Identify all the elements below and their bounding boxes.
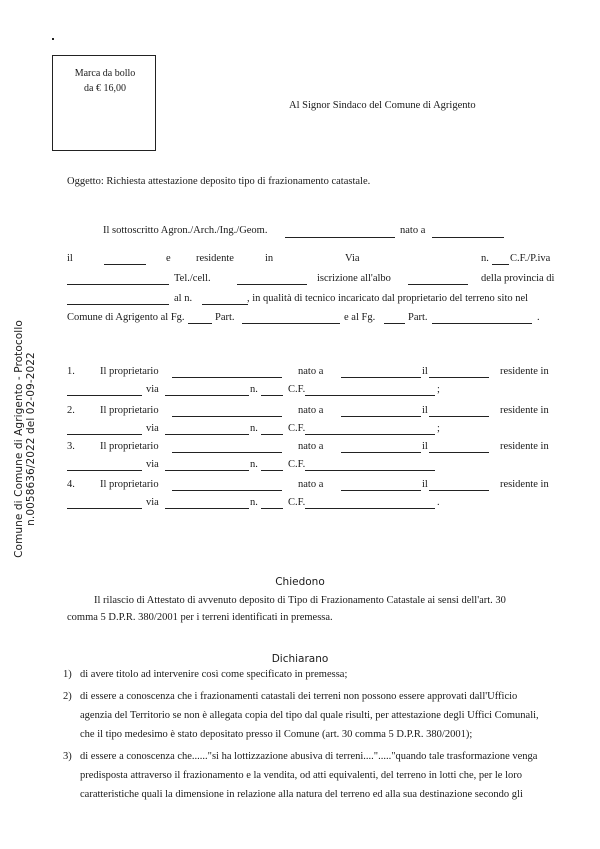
owner-street-label: via — [146, 459, 159, 470]
protocol-side-text: Comune di Comune di Agrigento - Protocollo n.0058636/2022 del 02-09-2022 — [13, 320, 37, 558]
declaration-text-line: predisposta attraverso il frazionamento e la vendita, od atti equivalenti, del terreno in lotti che, per le loro — [80, 770, 523, 781]
resident-label: residente — [196, 253, 234, 264]
undersigned-label: Il sottoscritto Agron./Arch./Ing./Geom. — [103, 225, 268, 236]
owner-born-label: nato a — [298, 479, 324, 490]
technician-role-text: , in qualità di tecnico incaricato dal proprietario del terreno sito nel — [247, 293, 529, 304]
owner-name-field[interactable] — [172, 416, 282, 417]
owner-tax-code-label: C.F. — [288, 423, 306, 434]
owner-birthdate-field[interactable] — [429, 377, 489, 378]
owner-resident-label: residente in — [500, 366, 549, 377]
owner-born-label: nato a — [298, 441, 324, 452]
revenue-stamp-box — [52, 55, 156, 151]
owner-birthplace-field[interactable] — [341, 490, 421, 491]
owner-house-number-label: n. — [250, 423, 258, 434]
owner-house-number-field[interactable] — [261, 470, 283, 471]
in-label: in — [265, 253, 274, 264]
owner-label: Il proprietario — [100, 441, 159, 452]
birthdate-field[interactable] — [104, 264, 146, 265]
owner-born-on-label: il — [422, 441, 428, 452]
parcel-2-label: Part. — [408, 312, 428, 323]
owner-number: 3. — [67, 441, 75, 452]
owner-birthdate-field[interactable] — [429, 452, 489, 453]
land-end-dot: . — [537, 312, 540, 323]
owner-label: Il proprietario — [100, 479, 159, 490]
phone-field[interactable] — [237, 284, 307, 285]
owner-born-on-label: il — [422, 366, 428, 377]
parcel-1-label: Part. — [215, 312, 235, 323]
and-sheet-label: e al Fg. — [344, 312, 376, 323]
owner-city-field[interactable] — [67, 470, 142, 471]
street-label: Via — [345, 253, 360, 264]
owner-birthdate-field[interactable] — [429, 416, 489, 417]
owner-born-on-label: il — [422, 405, 428, 416]
province-field[interactable] — [67, 304, 169, 305]
street-name-field[interactable] — [67, 284, 169, 285]
owner-city-field[interactable] — [67, 434, 142, 435]
owner-birthplace-field[interactable] — [341, 377, 421, 378]
owner-street-field[interactable] — [165, 395, 249, 396]
owner-name-field[interactable] — [172, 452, 282, 453]
declaration-text-line: che il tipo medesimo è stato depositato presso il Comune (art. 30 comma 5 D.P.R. 380/2001); — [80, 729, 473, 740]
owner-street-label: via — [146, 423, 159, 434]
owner-city-field[interactable] — [67, 395, 142, 396]
owner-tax-code-field[interactable] — [305, 470, 435, 471]
register-number-label: al n. — [174, 293, 193, 304]
scan-dot — [52, 38, 54, 40]
owner-tax-code-label: C.F. — [288, 384, 306, 395]
addressee: Al Signor Sindaco del Comune di Agrigento — [289, 100, 476, 111]
and-label: e — [166, 253, 171, 264]
owner-born-label: nato a — [298, 405, 324, 416]
owner-born-label: nato a — [298, 366, 324, 377]
declaration-text-line: di essere a conoscenza che......"si ha lottizzazione abusiva di terreni...."....."quando tale trasformazione venga — [80, 751, 538, 762]
owner-line-end: ; — [437, 384, 440, 395]
number-label: n. — [481, 253, 489, 264]
declaration-number: 3) — [63, 751, 72, 762]
subject-line: Oggetto: Richiesta attestazione deposito tipo di frazionamento catastale. — [67, 176, 371, 187]
owner-house-number-label: n. — [250, 459, 258, 470]
owner-street-label: via — [146, 497, 159, 508]
birthplace-field[interactable] — [432, 237, 504, 238]
declaration-text-line: caratteristiche quali la dimensione in relazione alla natura del terreno ed alla sua destinazione secondo gli — [80, 789, 523, 800]
register-number-field[interactable] — [202, 304, 248, 305]
owner-birthplace-field[interactable] — [341, 452, 421, 453]
chiedono-line-1: Il rilascio di Attestato di avvenuto deposito di Tipo di Frazionamento Catastale ai sensi dell'art. 30 — [94, 595, 506, 606]
owner-born-on-label: il — [422, 479, 428, 490]
owner-resident-label: residente in — [500, 479, 549, 490]
owner-resident-label: residente in — [500, 441, 549, 452]
owner-label: Il proprietario — [100, 366, 159, 377]
owner-city-field[interactable] — [67, 508, 142, 509]
parcel-2-field[interactable] — [432, 323, 532, 324]
declaration-text-line: di essere a conoscenza che i frazionamenti catastali dei terreni non possono essere approvati dall'Ufficio — [80, 691, 518, 702]
owner-house-number-field[interactable] — [261, 508, 283, 509]
owner-street-label: via — [146, 384, 159, 395]
owner-street-field[interactable] — [165, 508, 249, 509]
born-on-label: il — [67, 253, 73, 264]
born-in-label: nato a — [400, 225, 426, 236]
owner-house-number-field[interactable] — [261, 434, 283, 435]
chiedono-line-2: comma 5 D.P.R. 380/2001 per i terreni identificati in premessa. — [67, 612, 333, 623]
owner-number: 1. — [67, 366, 75, 377]
chiedono-heading: Chiedono — [275, 576, 325, 588]
owner-tax-code-field[interactable] — [305, 395, 435, 396]
sheet-1-field[interactable] — [188, 323, 212, 324]
owner-house-number-field[interactable] — [261, 395, 283, 396]
owner-birthplace-field[interactable] — [341, 416, 421, 417]
owner-tax-code-label: C.F. — [288, 459, 306, 470]
owner-tax-code-field[interactable] — [305, 508, 435, 509]
province-label: della provincia di — [481, 273, 555, 284]
owner-tax-code-field[interactable] — [305, 434, 435, 435]
phone-label: Tel./cell. — [174, 273, 211, 284]
declaration-number: 1) — [63, 669, 72, 680]
owner-name-field[interactable] — [172, 490, 282, 491]
declaration-text-line: agenzia del Territorio se non è allegata copia del tipo dal quale risulti, per attestazione degli Uffici Comunali, — [80, 710, 539, 721]
sheet-2-field[interactable] — [384, 323, 405, 324]
owner-number: 2. — [67, 405, 75, 416]
owner-line-end: . — [437, 497, 440, 508]
owner-name-field[interactable] — [172, 377, 282, 378]
parcel-1-field[interactable] — [242, 323, 340, 324]
owner-label: Il proprietario — [100, 405, 159, 416]
owner-house-number-label: n. — [250, 497, 258, 508]
owner-house-number-label: n. — [250, 384, 258, 395]
owner-street-field[interactable] — [165, 470, 249, 471]
tax-code-label: C.F./P.iva — [510, 253, 551, 264]
owner-street-field[interactable] — [165, 434, 249, 435]
owner-birthdate-field[interactable] — [429, 490, 489, 491]
house-number-field[interactable] — [492, 264, 509, 265]
stamp-line-2: da € 16,00 — [84, 83, 126, 94]
owner-number: 4. — [67, 479, 75, 490]
dichiarano-heading: Dichiarano — [271, 653, 329, 665]
register-label: iscrizione all'albo — [317, 273, 391, 284]
owner-tax-code-label: C.F. — [288, 497, 306, 508]
register-field[interactable] — [408, 284, 468, 285]
land-location-label: Comune di Agrigento al Fg. — [67, 312, 185, 323]
undersigned-name-field[interactable] — [285, 237, 395, 238]
stamp-line-1: Marca da bollo — [74, 68, 136, 79]
owner-resident-label: residente in — [500, 405, 549, 416]
owner-line-end: ; — [437, 423, 440, 434]
declaration-number: 2) — [63, 691, 72, 702]
declaration-text-line: di avere titolo ad intervenire così come specificato in premessa; — [80, 669, 348, 680]
